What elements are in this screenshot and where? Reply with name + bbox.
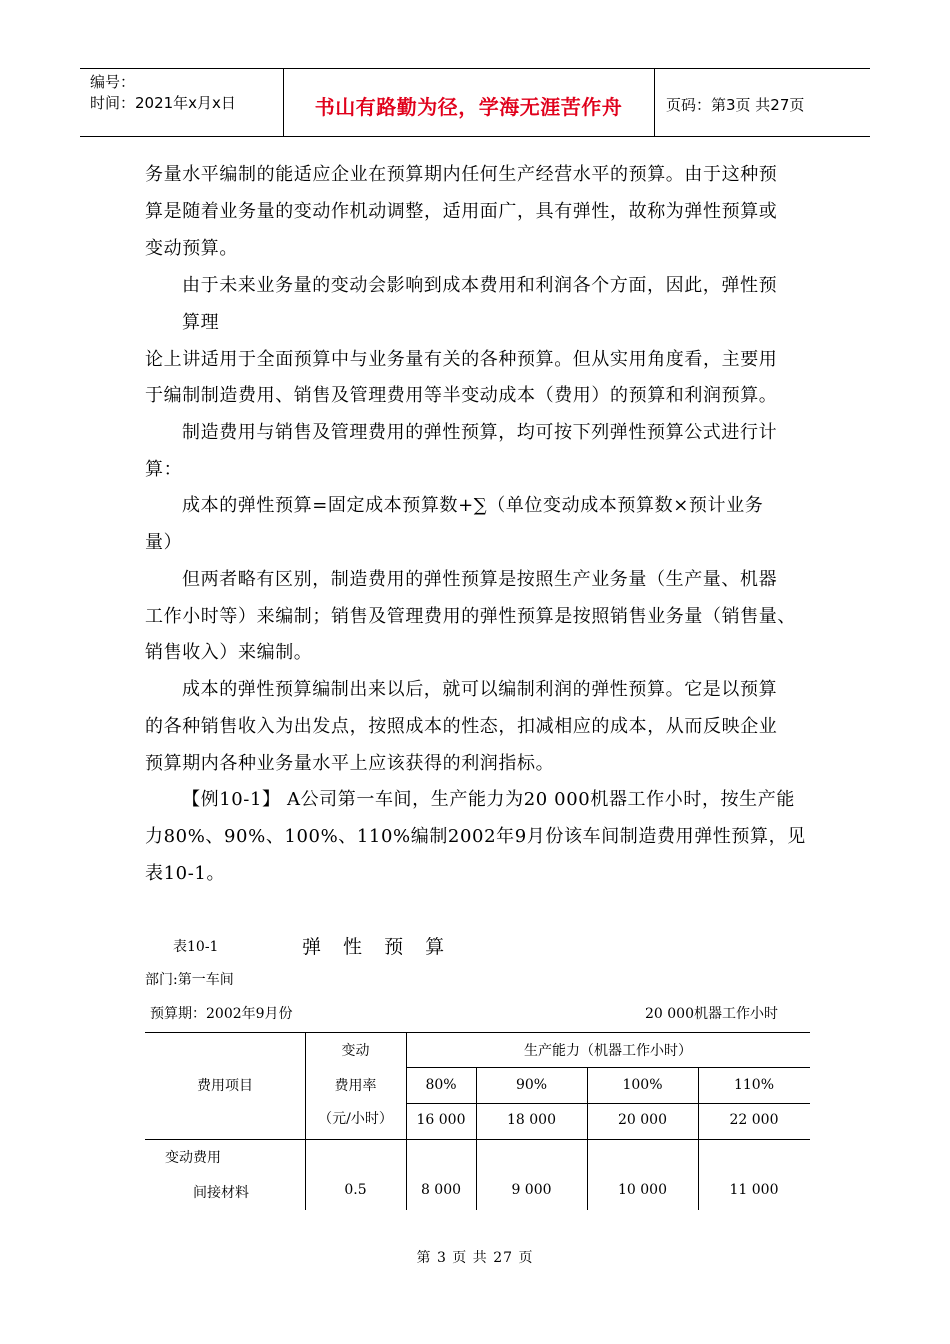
formula-line: 量） — [145, 532, 183, 553]
body-line: 销售收入）来编制。 — [145, 642, 313, 663]
header-cell-hours: 18 000 — [507, 1112, 556, 1128]
header-page-info: 页码：第3页 共27页 — [666, 96, 805, 114]
table-label: 表10-1 — [173, 939, 219, 955]
formula-line: 成本的弹性预算=固定成本预算数+∑（单位变动成本预算数×预计业务 — [182, 495, 764, 516]
body-line: 工作小时等）来编制；销售及管理费用的弹性预算是按照销售业务量（销售量、 — [145, 606, 796, 627]
example-line: 表10-1。 — [145, 863, 226, 884]
body-line: 由于未来业务量的变动会影响到成本费用和利润各个方面，因此，弹性预 — [182, 275, 778, 296]
table-row-value: 8 000 — [420, 1182, 462, 1198]
header-cell-rate: 变动 — [341, 1043, 370, 1059]
body-line: 预算期内各种业务量水平上应该获得的利润指标。 — [145, 753, 555, 774]
body-line: 论上讲适用于全面预算中与业务量有关的各种预算。但从实用角度看，主要用 — [145, 349, 778, 370]
table-capacity: 20 000机器工作小时 — [645, 1006, 778, 1022]
header-cell-item: 费用项目 — [197, 1078, 253, 1094]
page-footer: 第 3 页 共 27 页 — [416, 1250, 534, 1266]
table-department: 部门:第一车间 — [145, 972, 234, 988]
body-line: 算： — [145, 459, 183, 480]
body-line: 成本的弹性预算编制出来以后，就可以编制利润的弹性预算。它是以预算 — [182, 679, 778, 700]
table-row-value: 9 000 — [511, 1182, 552, 1198]
table-row-item: 间接材料 — [193, 1185, 249, 1201]
body-line: 于编制制造费用、销售及管理费用等半变动成本（费用）的预算和利润预算。 — [145, 385, 778, 406]
document-date: 时间：2021年x月x日 — [90, 94, 236, 112]
header-bottom-rule — [80, 136, 870, 137]
header-cell-rate: 费用率 — [334, 1078, 377, 1094]
header-cell-hours: 20 000 — [618, 1112, 667, 1128]
header-cell-percent: 90% — [515, 1077, 548, 1093]
table-row-rate: 0.5 — [344, 1182, 367, 1198]
header-cell-percent: 100% — [622, 1077, 663, 1093]
body-line: 变动预算。 — [145, 238, 238, 259]
header-cell-hours: 22 000 — [729, 1112, 779, 1128]
example-line: 力80%、90%、100%、110%编制2002年9月份该车间制造费用弹性预算，见 — [145, 826, 806, 847]
header-divider-right — [654, 68, 655, 136]
header-cell-percent: 110% — [733, 1077, 775, 1093]
body-line: 算理 — [182, 312, 220, 333]
document-number: 编号： — [90, 73, 136, 91]
body-line: 算是随着业务量的变动作机动调整，适用面广，具有弹性，故称为弹性预算或 — [145, 201, 778, 222]
table-top-rule — [145, 1032, 810, 1033]
table-header-bottom-rule — [145, 1139, 810, 1140]
table-percent-rule — [406, 1103, 810, 1104]
body-line: 但两者略有区别，制造费用的弹性预算是按照生产业务量（生产量、机器 — [182, 569, 778, 590]
header-top-rule — [80, 68, 870, 69]
body-line: 务量水平编制的能适应企业在预算期内任何生产经营水平的预算。由于这种预 — [145, 164, 778, 185]
header-meta — [90, 72, 236, 114]
table-period: 预算期：2002年9月份 — [150, 1006, 293, 1022]
header-motto: 书山有路勤为径，学海无涯苦作舟 — [314, 95, 623, 119]
body-line: 的各种销售收入为出发点，按照成本的性态，扣减相应的成本，从而反映企业 — [145, 716, 778, 737]
header-cell-hours: 16 000 — [416, 1112, 466, 1128]
table-row-value: 11 000 — [729, 1182, 779, 1198]
body-line: 制造费用与销售及管理费用的弹性预算，均可按下列弹性预算公式进行计 — [182, 422, 778, 443]
header-cell-capacity: 生产能力（机器工作小时） — [524, 1043, 692, 1059]
table-row-value: 10 000 — [618, 1182, 667, 1198]
header-cell-rate: （元/小时） — [318, 1111, 393, 1127]
table-title: 弹 性 预 算 — [302, 936, 453, 958]
header-cell-percent: 80% — [425, 1077, 457, 1093]
table-subheader-rule — [406, 1067, 810, 1068]
example-line: 【例10-1】 A公司第一车间，生产能力为20 000机器工作小时，按生产能 — [182, 789, 795, 810]
table-row-item: 变动费用 — [165, 1150, 221, 1166]
